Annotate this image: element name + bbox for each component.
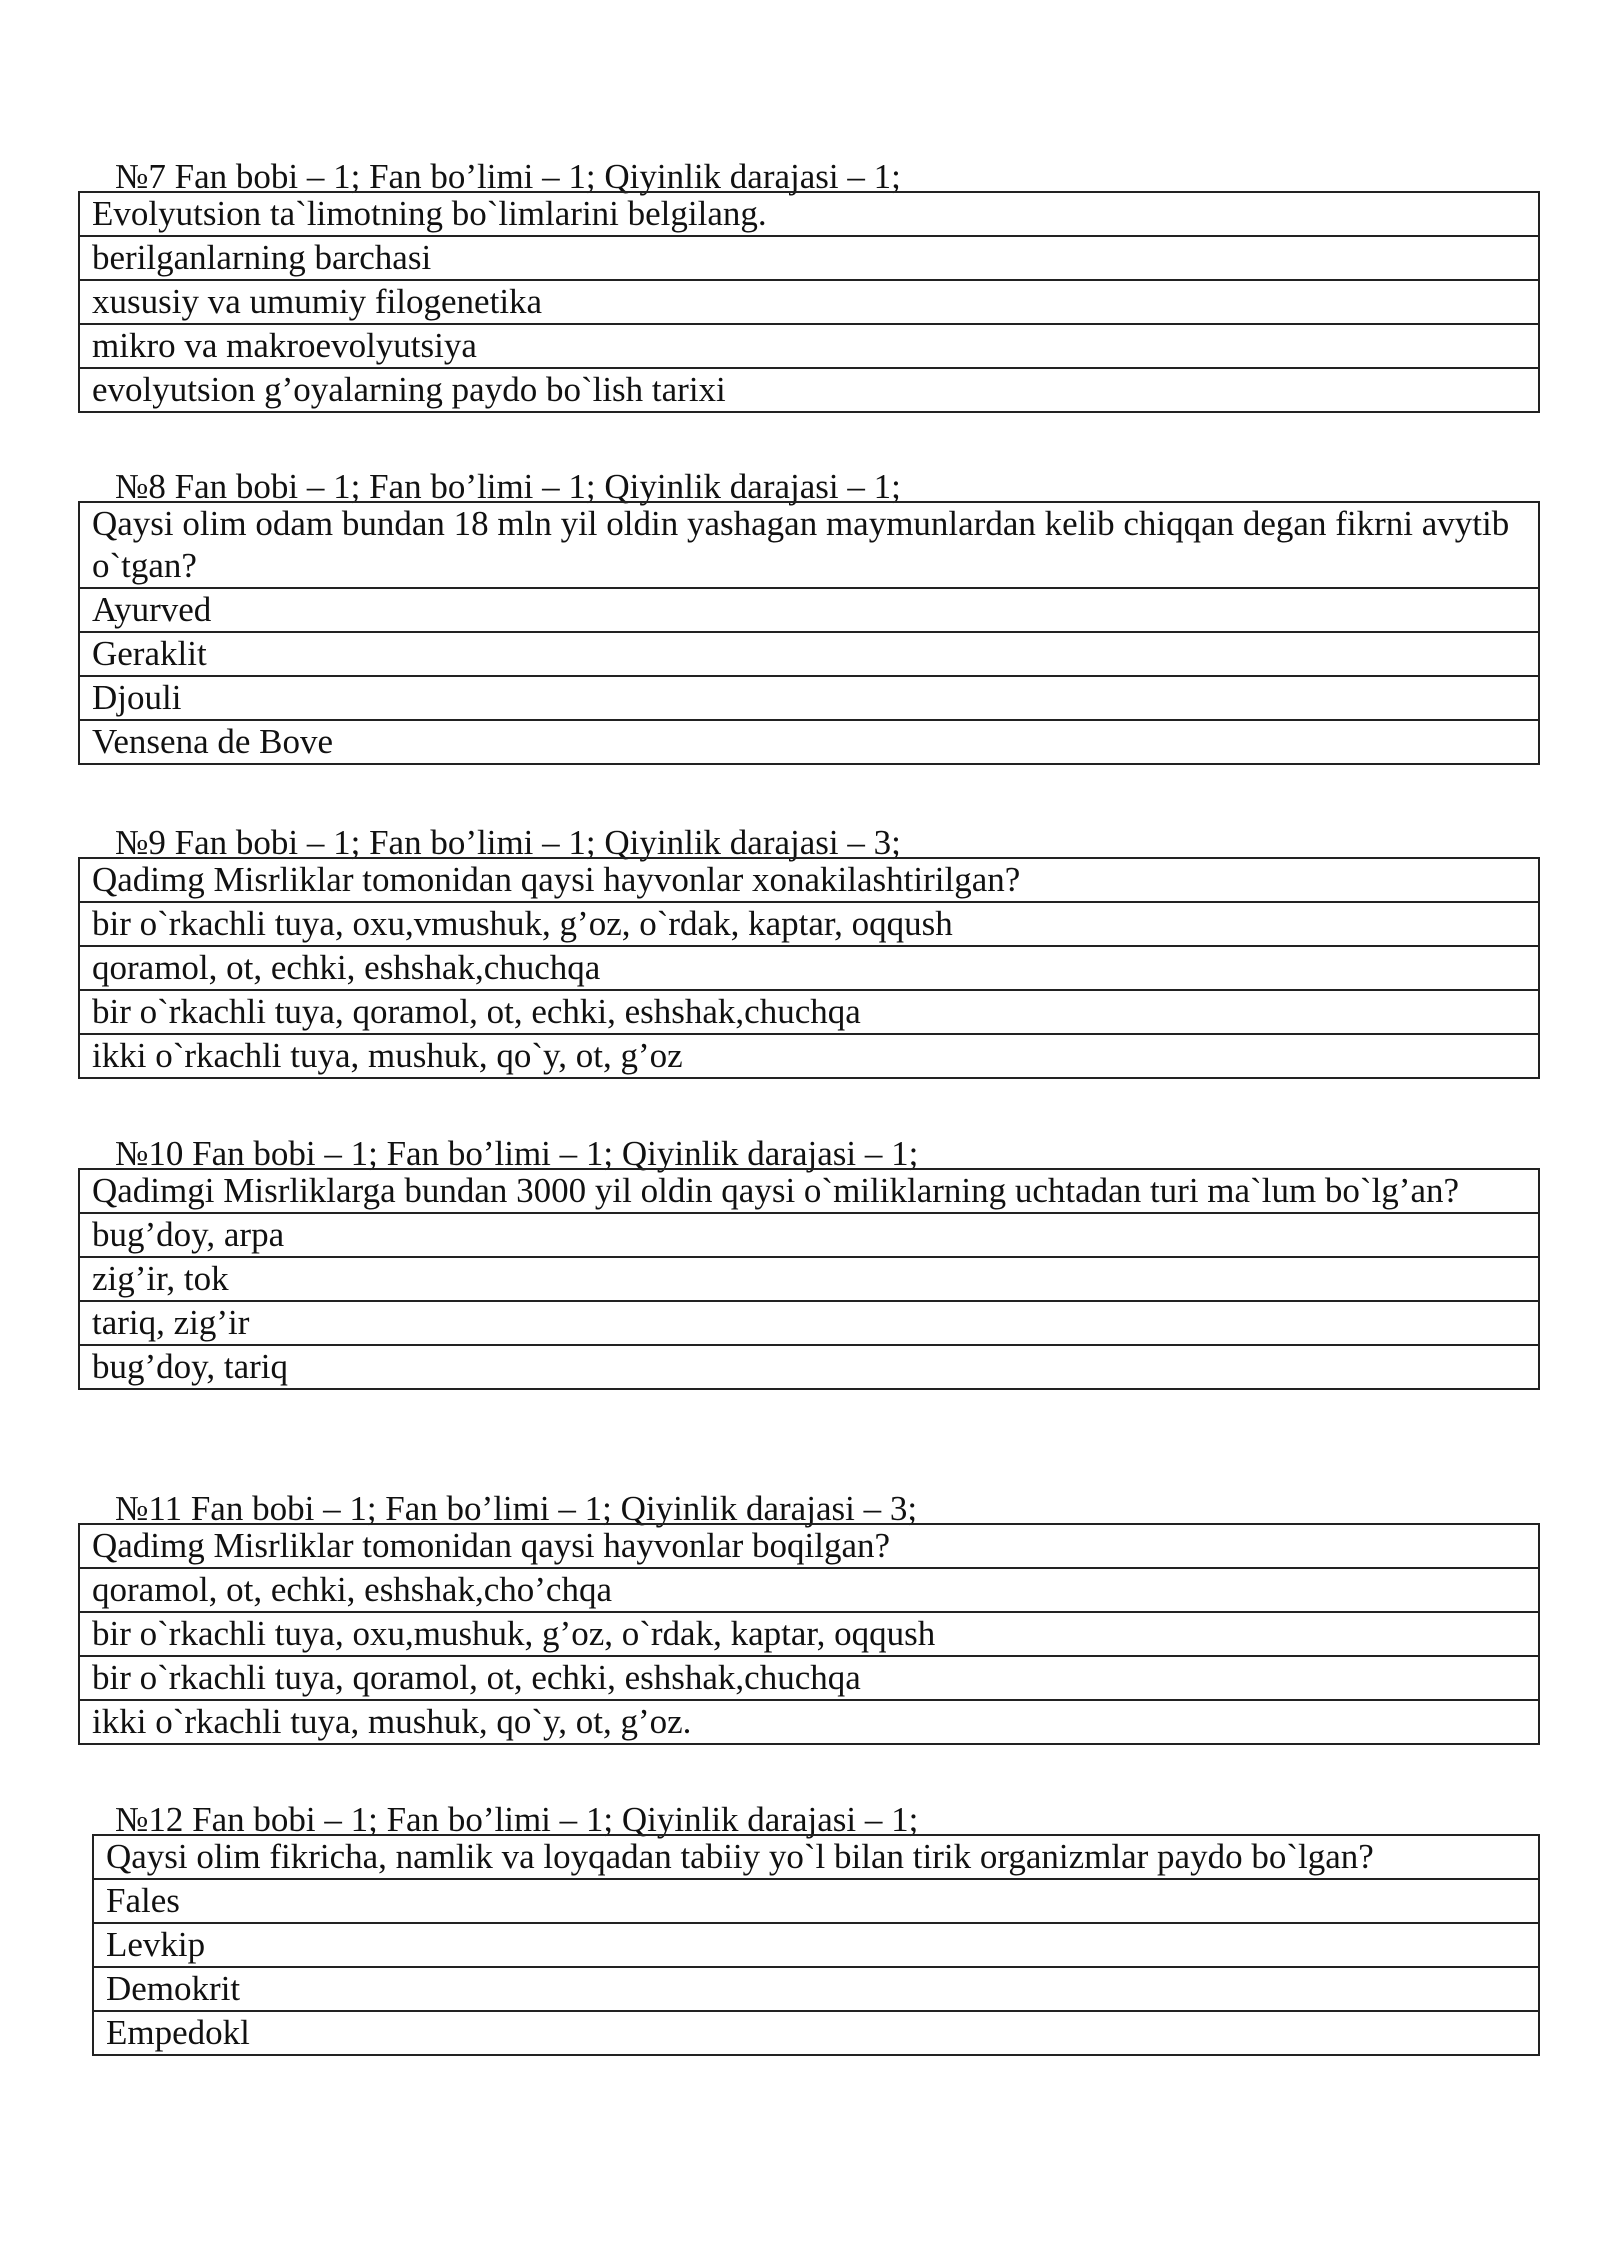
question-table — [78, 857, 1540, 1079]
answer-option: qoramol, ot, echki, eshshak,chuchqa — [79, 946, 1539, 990]
answer-option: bug’doy, tariq — [79, 1345, 1539, 1389]
answer-option: Empedokl — [93, 2011, 1539, 2055]
question-text: Qaysi olim fikricha, namlik va loyqadan tabiiy yo`l bilan tirik organizmlar paydo bo`lgan? — [93, 1835, 1539, 1879]
answer-option: ikki o`rkachli tuya, mushuk, qo`y, ot, g’oz — [79, 1034, 1539, 1078]
question-table — [78, 501, 1540, 765]
answer-option: zig’ir, tok — [79, 1257, 1539, 1301]
answer-option: bug’doy, arpa — [79, 1213, 1539, 1257]
question-text: Evolyutsion ta`limotning bo`limlarini belgilang. — [79, 192, 1539, 236]
question-header: №10 Fan bobi – 1; Fan bo’limi – 1; Qiyinlik darajasi – 1; — [115, 1134, 919, 1173]
answer-option: qoramol, ot, echki, eshshak,cho’chqa — [79, 1568, 1539, 1612]
answer-option: xususiy va umumiy filogenetika — [79, 280, 1539, 324]
question-header: №12 Fan bobi – 1; Fan bo’limi – 1; Qiyinlik darajasi – 1; — [115, 1800, 919, 1839]
question-text: Qaysi olim odam bundan 18 mln yil oldin yashagan maymunlardan kelib chiqqan degan fikrni avytib o`tgan? — [79, 502, 1539, 588]
answer-option: Geraklit — [79, 632, 1539, 676]
answer-option: Ayurved — [79, 588, 1539, 632]
question-header: №8 Fan bobi – 1; Fan bo’limi – 1; Qiyinlik darajasi – 1; — [115, 467, 901, 506]
answer-option: Demokrit — [93, 1967, 1539, 2011]
answer-option: Fales — [93, 1879, 1539, 1923]
answer-option: evolyutsion g’oyalarning paydo bo`lish tarixi — [79, 368, 1539, 412]
answer-option: bir o`rkachli tuya, oxu,vmushuk, g’oz, o`rdak, kaptar, oqqush — [79, 902, 1539, 946]
answer-option: tariq, zig’ir — [79, 1301, 1539, 1345]
question-table — [78, 1523, 1540, 1745]
answer-option: Levkip — [93, 1923, 1539, 1967]
question-text: Qadimg Misrliklar tomonidan qaysi hayvonlar boqilgan? — [79, 1524, 1539, 1568]
answer-option: bir o`rkachli tuya, qoramol, ot, echki, eshshak,chuchqa — [79, 1656, 1539, 1700]
answer-option: ikki o`rkachli tuya, mushuk, qo`y, ot, g’oz. — [79, 1700, 1539, 1744]
answer-option: bir o`rkachli tuya, oxu,mushuk, g’oz, o`rdak, kaptar, oqqush — [79, 1612, 1539, 1656]
answer-option: bir o`rkachli tuya, qoramol, ot, echki, eshshak,chuchqa — [79, 990, 1539, 1034]
answer-option: Vensena de Bove — [79, 720, 1539, 764]
question-text: Qadimg Misrliklar tomonidan qaysi hayvonlar xonakilashtirilgan? — [79, 858, 1539, 902]
question-header: №11 Fan bobi – 1; Fan bo’limi – 1; Qiyinlik darajasi – 3; — [115, 1489, 918, 1528]
question-table — [78, 1168, 1540, 1390]
answer-option: mikro va makroevolyutsiya — [79, 324, 1539, 368]
question-header: №7 Fan bobi – 1; Fan bo’limi – 1; Qiyinlik darajasi – 1; — [115, 157, 901, 196]
question-table — [78, 191, 1540, 413]
question-table — [92, 1834, 1540, 2056]
question-header: №9 Fan bobi – 1; Fan bo’limi – 1; Qiyinlik darajasi – 3; — [115, 823, 901, 862]
question-text: Qadimgi Misrliklarga bundan 3000 yil oldin qaysi o`miliklarning uchtadan turi ma`lum bo`lg’an? — [79, 1169, 1539, 1213]
answer-option: berilganlarning barchasi — [79, 236, 1539, 280]
answer-option: Djouli — [79, 676, 1539, 720]
